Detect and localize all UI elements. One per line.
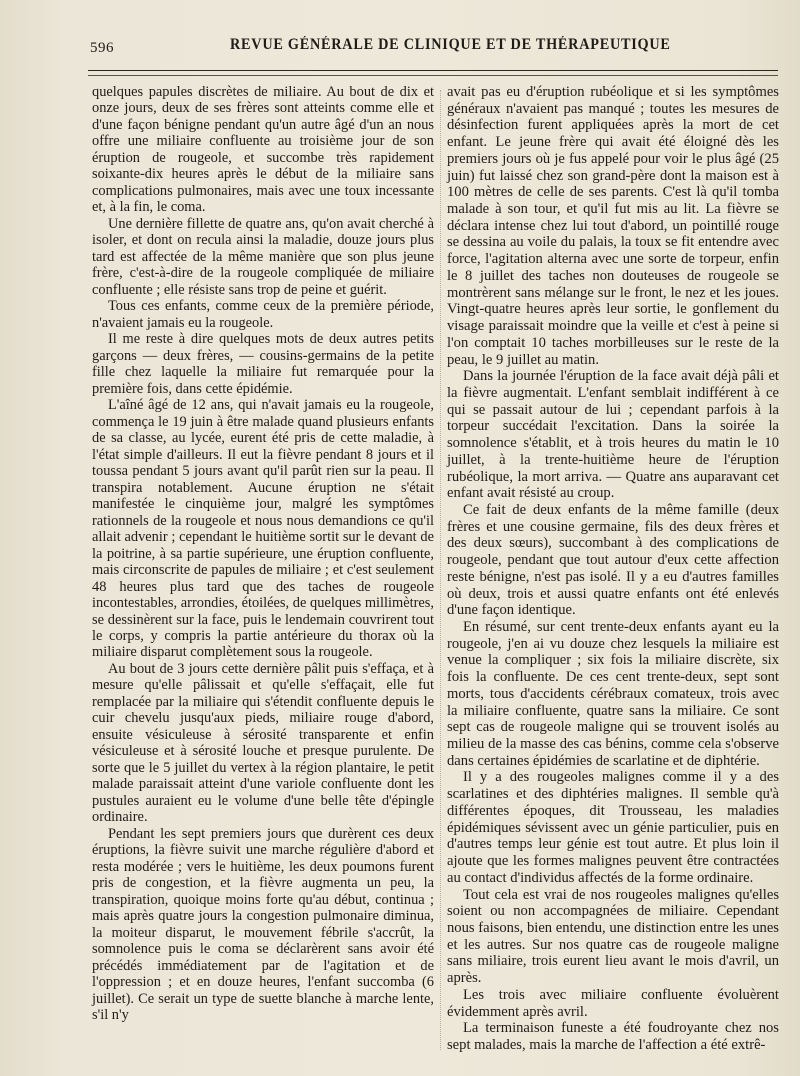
paragraph: Pendant les sept premiers jours que durèrent ces deux éruptions, la fièvre suivit une marche régulière d'abord et resta modérée ; vers le huitième, les deux poumons furent pris de congestion, et la fièvre augmenta un peu, la transpiration, quoique moins forte qu'au début, continua ; mais après quatre jours la congestion pulmonaire diminua, la moiteur disparut, le mouvement fébrile s'accrût, la somnolence puis le coma se déclarèrent sans avoir été précédés immédiatement par de l'agitation et de l'oppression ; et en douze heures, l'enfant succomba (6 juillet). Ce serait un type de suette blanche à marche lente, s'il n'y <box>92 825 434 1024</box>
running-title: REVUE GÉNÉRALE DE CLINIQUE ET DE THÉRAPEUTIQUE <box>230 36 671 53</box>
paragraph: En résumé, sur cent trente-deux enfants ayant eu la rougeole, j'en ai vu douze chez lesquels la miliaire est venue la compliquer ; six fois la miliaire discrète, six fois la confluente. De ces cent trente-deux, sept sont morts, tous d'accidents cérébraux comateux, trois avec la miliaire confluente, quatre sans la miliaire. Ce sont sept cas de rougeole maligne qui se trouvent isolés au milieu de la masse des cas bénins, comme cela s'observe dans certaines épidémies de scarlatine et de diphtérie. <box>447 619 779 769</box>
paragraph: Ce fait de deux enfants de la même famille (deux frères et une cousine germaine, fils des deux frères et des deux sœurs), succombant à des complications de rougeole, pendant que tout autour d'eux cette affection reste bénigne, n'est pas isolé. Il y a eu d'autres familles où deux, trois et aussi quatre enfants ont été enlevés d'une façon identique. <box>447 501 779 619</box>
paragraph: L'aîné âgé de 12 ans, qui n'avait jamais eu la rougeole, commença le 19 juin à être malade quand plusieurs enfants de sa classe, au lycée, eurent été pris de cette maladie, à l'état simple d'ailleurs. Il eut la fièvre pendant 8 jours et il toussa pendant 5 jours avant qu'il parût rien sur la peau. Il transpira notablement. Aucune éruption ne s'était manifestée le cinquième jour, malgré les symptômes rationnels de la rougeole et nous nous demandions ce qu'il allait advenir ; cependant le huitième sortit sur le devant de la poitrine, à sa partie supérieure, une éruption confluente, mais circonscrite de papules de miliaire ; et c'est seulement 48 heures plus tard que des taches de rougeole incontestables, arrondies, étoilées, de quelques millimètres, se dessinèrent sur la face, puis le lendemain couvrirent tout le corps, y compris la partie antérieure du thorax où la miliaire disparut complètement sous la rougeole. <box>92 397 434 661</box>
right-column <box>447 84 779 1054</box>
paragraph: Au bout de 3 jours cette dernière pâlit puis s'effaça, et à mesure qu'elle pâlissait et qu'elle s'effaçait, elle fut remplacée par la miliaire qui s'étendit confluente depuis le cuir chevelu jusqu'aux pieds, miliaire rouge d'abord, ensuite vésiculeuse à sérosité transparente et enfin vésiculeuse et à sérosité louche et presque purulente. De sorte que le 5 juillet du vertex à la région plantaire, le petit malade paraissait atteint d'une variole confluente dont les pustules auraient eu le volume d'une belle tête d'épingle ordinaire. <box>92 660 434 826</box>
paragraph: avait pas eu d'éruption rubéolique et si les symptômes généraux n'avaient pas manqué ; toutes les mesures de désinfection furent appliquées après la mort de cet enfant. Le jeune frère qui avait été éloigné dès les premiers jours où je fus appelé pour voir le plus âgé (25 juin) fut laissé chez son grand-père dont la maison est à 100 mètres de celle de ses parents. C'est là qu'il tomba malade à son tour, et qu'il fut mis au lit. La fièvre se déclara intense chez lui tout d'abord, un pointillé rouge se dessina au voile du palais, la toux se fit entendre avec force, l'agitation alterna avec une sorte de torpeur, enfin le 8 juillet des taches non douteuses de rougeole se montrèrent sans mélange sur le front, le nez et les joues. Vingt-quatre heures après leur sortie, le gonflement du visage paraissait moindre que la veille et c'est à peine si l'on comptait 10 taches morbilleuses sur le reste de la peau, le 9 juillet au matin. <box>447 84 779 368</box>
paragraph: Les trois avec miliaire confluente évoluèrent évidemment après avril. <box>447 986 779 1020</box>
page-number: 596 <box>90 40 114 56</box>
header-rule <box>88 70 778 71</box>
left-column <box>92 84 434 1024</box>
page-header <box>88 34 778 58</box>
paragraph: quelques papules discrètes de miliaire. Au bout de dix et onze jours, deux de ses frères sont atteints comme elle et d'une façon bénigne pendant qu'un autre âgé d'un an nous offre une miliaire confluente au troisième jour de son éruption de rougeole, et succombe très rapidement soixante-dix heures après le début de la miliaire sans complications pulmonaires, mais avec une toux incessante et, à la fin, le coma. <box>92 84 434 216</box>
column-gutter <box>440 90 441 1050</box>
paragraph: Dans la journée l'éruption de la face avait déjà pâli et la fièvre augmentait. L'enfant semblait indifférent à ce qui se passait autour de lui ; cependant parfois à la torpeur succédait l'excitation. Dans la soirée la somnolence s'établit, et à trois heures du matin le 10 juillet, à la trente-huitième heure de l'éruption rubéolique, la mort arriva. — Quatre ans auparavant cet enfant avait résisté au croup. <box>447 368 779 502</box>
paragraph: Il y a des rougeoles malignes comme il y a des scarlatines et des diphtéries malignes. Il semble qu'à différentes époques, dit Trousseau, les maladies épidémiques sévissent avec un génie particulier, puis en d'autres temps leur génie est tout autre. Et plus loin il ajoute que les formes malignes peuvent être contractées au contact d'individus affectés de la forme ordinaire. <box>447 769 779 886</box>
paragraph: Il me reste à dire quelques mots de deux autres petits garçons — deux frères, — cousins-germains de la petite fille chez laquelle la miliaire fut remarquée pour la première fois, dans cette épidémie. <box>92 331 434 397</box>
paragraph: La terminaison funeste a été foudroyante chez nos sept malades, mais la marche de l'affection a été extrê- <box>447 1020 779 1053</box>
paragraph: Tous ces enfants, comme ceux de la première période, n'avaient jamais eu la rougeole. <box>92 298 434 331</box>
paragraph: Tout cela est vrai de nos rougeoles malignes qu'elles soient ou non accompagnées de miliaire. Cependant nous faisons, bien entendu, une distinction entre les unes et les autres. Sur nos quatre cas de rougeole maligne sans miliaire, trois eurent lieu avant le mois d'avril, un après. <box>447 886 779 987</box>
header-rule-thin <box>88 75 778 76</box>
paragraph: Une dernière fillette de quatre ans, qu'on avait cherché à isoler, et dont on recula ainsi la maladie, douze jours plus tard est affectée de la même manière que son plus jeune frère, c'est-à-dire de la rougeole compliquée de miliaire confluente ; elle résiste sans trop de peine et guérit. <box>92 215 434 298</box>
